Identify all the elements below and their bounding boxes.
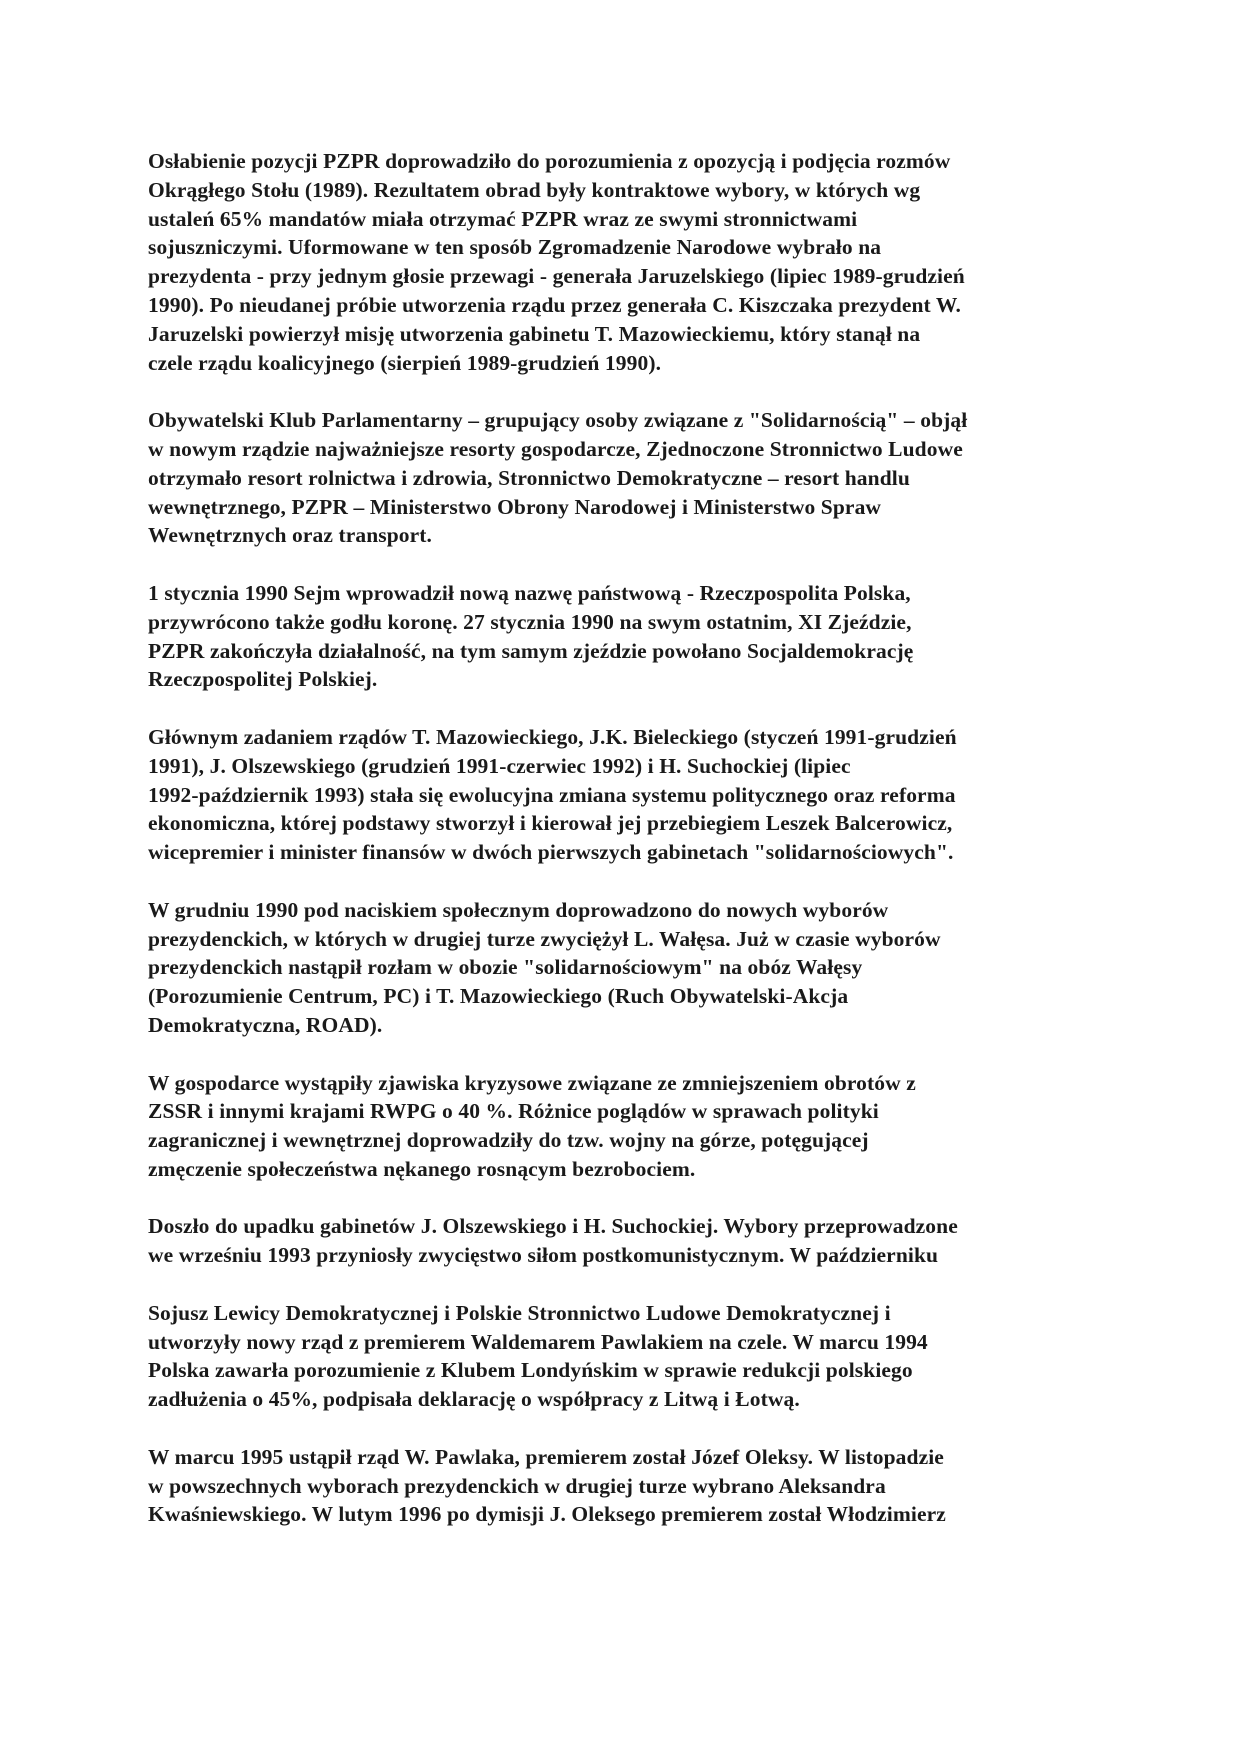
text-line: PZPR zakończyła działalność, na tym samym zjeździe powołano Socjaldemokrację [148,638,914,663]
paragraph [148,147,1098,377]
text-line: 1991), J. Olszewskiego (grudzień 1991-czerwiec 1992) i H. Suchockiej (lipiec [148,753,851,778]
text-line: wicepremier i minister finansów w dwóch pierwszych gabinetach "solidarnościowych". [148,840,954,865]
text-line: czele rządu koalicyjnego (sierpień 1989-grudzień 1990). [148,350,662,375]
text-line: w nowym rządzie najważniejsze resorty gospodarcze, Zjednoczone Stronnictwo Ludowe [148,436,963,461]
text-line: zmęczenie społeczeństwa nękanego rosnącym bezrobociem. [148,1156,696,1181]
text-line: sojuszniczymi. Uformowane w ten sposób Zgromadzenie Narodowe wybrało na [148,235,882,260]
text-line: zagranicznej i wewnętrznej doprowadziły do tzw. wojny na górze, potęgującej [148,1128,869,1153]
text-line: Głównym zadaniem rządów T. Mazowieckiego, J.K. Bieleckiego (styczeń 1991-grudzień [148,724,957,749]
paragraph [148,1212,1098,1270]
text-line: Okrągłego Stołu (1989). Rezultatem obrad były kontraktowe wybory, w których wg [148,177,921,202]
text-line: 1 stycznia 1990 Sejm wprowadził nową nazwę państwową - Rzeczpospolita Polska, [148,580,911,605]
text-line: W gospodarce wystąpiły zjawiska kryzysowe związane ze zmniejszeniem obrotów z [148,1070,916,1095]
text-line: Demokratyczna, ROAD). [148,1012,383,1037]
text-line: wewnętrznego, PZPR – Ministerstwo Obrony Narodowej i Ministerstwo Spraw [148,494,882,519]
text-line: utworzyły nowy rząd z premierem Waldemarem Pawlakiem na czele. W marcu 1994 [148,1329,928,1354]
text-line: Rzeczpospolitej Polskiej. [148,667,378,692]
text-line: W marcu 1995 ustąpił rząd W. Pawlaka, premierem został Józef Oleksy. W listopadzie [148,1444,944,1469]
text-line: Polska zawarła porozumienie z Klubem Londyńskim w sprawie redukcji polskiego [148,1358,913,1383]
text-line: Sojusz Lewicy Demokratycznej i Polskie Stronnictwo Ludowe Demokratycznej i [148,1300,891,1325]
text-line: W grudniu 1990 pod naciskiem społecznym doprowadzono do nowych wyborów [148,897,889,922]
text-line: ZSSR i innymi krajami RWPG o 40 %. Różnice poglądów w sprawach polityki [148,1099,879,1124]
text-line: ustaleń 65% mandatów miała otrzymać PZPR wraz ze swymi stronnictwami [148,206,858,231]
paragraph [148,406,1098,550]
text-line: Kwaśniewskiego. W lutym 1996 po dymisji J. Oleksego premierem został Włodzimierz [148,1502,946,1527]
paragraph [148,1443,1098,1529]
paragraph [148,579,1098,694]
text-line: prezydenckich, w których w drugiej turze zwyciężył L. Wałęsa. Już w czasie wyborów [148,926,941,951]
text-line: Obywatelski Klub Parlamentarny – grupujący osoby związane z "Solidarnością" – objął [148,408,968,433]
text-line: prezydenta - przy jednym głosie przewagi - generała Jaruzelskiego (lipiec 1989-grudzień [148,264,965,289]
text-line: Wewnętrznych oraz transport. [148,523,433,548]
text-line: przywrócono także godłu koronę. 27 stycznia 1990 na swym ostatnim, XI Zjeździe, [148,609,912,634]
text-line: w powszechnych wyborach prezydenckich w drugiej turze wybrano Aleksandra [148,1473,886,1498]
paragraph [148,723,1098,867]
text-line: Doszło do upadku gabinetów J. Olszewskiego i H. Suchockiej. Wybory przeprowadzone [148,1214,958,1239]
text-line: 1990). Po nieudanej próbie utworzenia rządu przez generała C. Kiszczaka prezydent W. [148,292,961,317]
text-line: otrzymało resort rolnictwa i zdrowia, Stronnictwo Demokratyczne – resort handlu [148,465,910,490]
text-line: zadłużenia o 45%, podpisała deklarację o współpracy z Litwą i Łotwą. [148,1387,800,1412]
text-line: prezydenckich nastąpił rozłam w obozie "solidarnościowym" na obóz Wałęsy [148,955,863,980]
text-line: ekonomiczna, której podstawy stworzył i kierował jej przebiegiem Leszek Balcerowicz, [148,811,953,836]
text-line: Osłabienie pozycji PZPR doprowadziło do porozumienia z opozycją i podjęcia rozmów [148,149,951,173]
text-line: 1992-październik 1993) stała się ewolucyjna zmiana systemu politycznego oraz reforma [148,782,956,807]
text-line: (Porozumienie Centrum, PC) i T. Mazowieckiego (Ruch Obywatelski-Akcja [148,984,849,1009]
text-line: we wrześniu 1993 przyniosły zwycięstwo siłom postkomunistycznym. W październiku [148,1243,939,1268]
paragraph [148,896,1098,1040]
paragraph [148,1069,1098,1184]
text-line: Jaruzelski powierzył misję utworzenia gabinetu T. Mazowieckiemu, który stanął na [148,321,921,346]
document-page [148,147,1098,1558]
paragraph [148,1299,1098,1414]
